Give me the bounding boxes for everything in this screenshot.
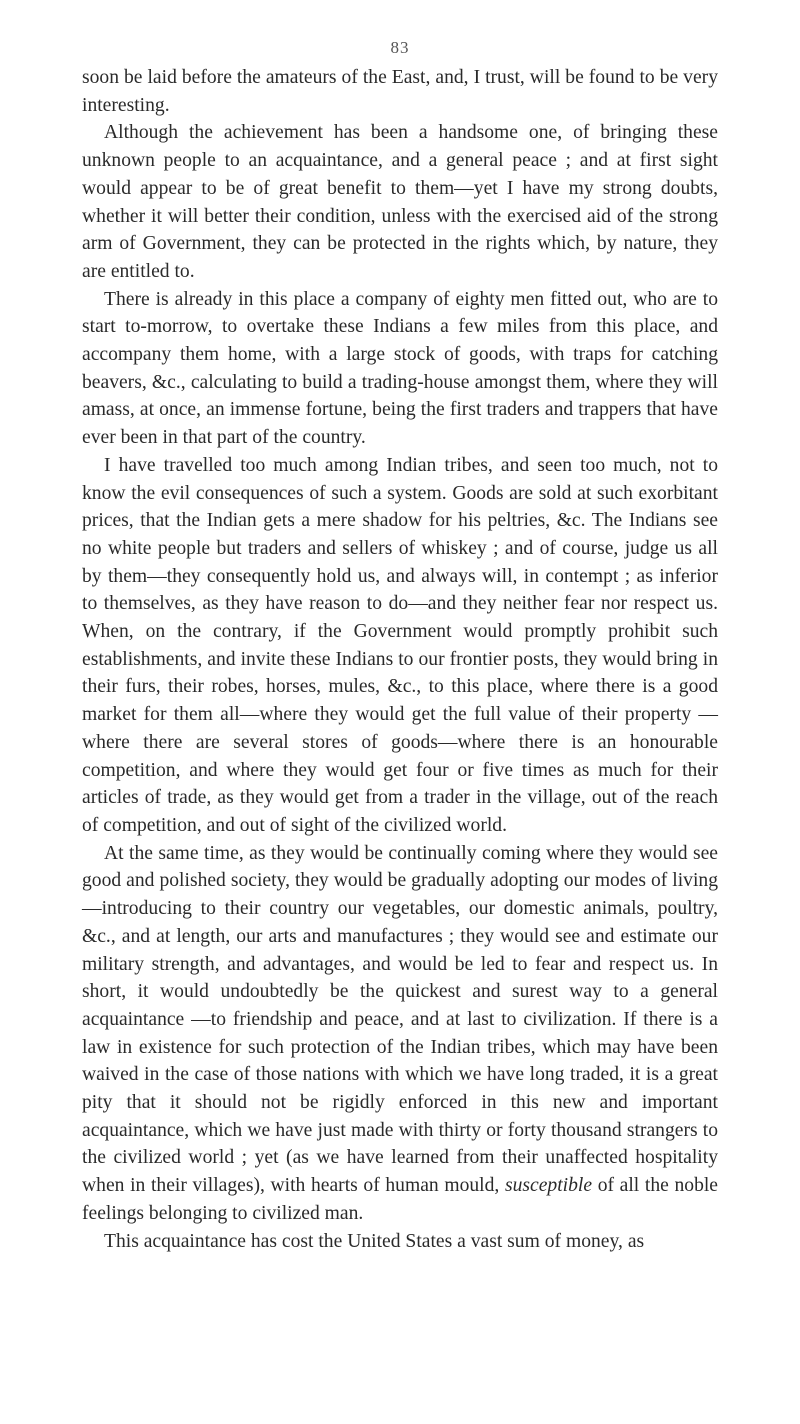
page-number: 83 bbox=[390, 38, 410, 57]
paragraph-3: There is already in this place a company of eighty men fitted out, who are to start to-morrow, to overtake these Indians a few miles from this place, and accompany them home, with a large stock of goods, with traps for catching beavers, &c., calculating to build a trading-house amongst them, where they will amass, at once, an immense fortune, being the first traders and trappers that have ever been in that part of the country. bbox=[82, 288, 718, 449]
paragraph-4: I have travelled too much among Indian tribes, and seen too much, not to know the evil consequences of such a system. Goods are sold at such exorbitant prices, that the Indian gets a mere shadow for his peltries, &c. The Indians see no white people but traders and sellers of whiskey ; and of course, judge us all by them—they consequently hold us, and always will, in contempt ; as inferior to themselves, as they have reason to do—and they neither fear nor respect us. When, on the contrary, if the Government would promptly prohibit such establishments, and invite these Indians to our frontier posts, they would bring in their furs, their robes, horses, mules, &c., to this place, where there is a good market for them all—where they would get the full value of their property —where there are several stores of goods—where there is an honourable competition, and where they would get four or five times as much for their articles of trade, as they would get from a trader in the village, out of the reach of competition, and out of sight of the civilized world. bbox=[82, 454, 718, 836]
paragraph-5-text-after: of all the noble feelings belonging to civilized man. bbox=[82, 1175, 719, 1224]
paragraph-6: This acquaintance has cost the United States a vast sum of money, as bbox=[104, 1230, 645, 1252]
paragraph-1: soon be laid before the amateurs of the East, and, I trust, will be found to be very interesting. bbox=[82, 67, 718, 116]
paragraph-5-text-before: At the same time, as they would be continually coming where they would see good and polished society, they would be gradually adopting our modes of living—introducing to their country our vegetables, our domestic animals, poultry, &c., and at length, our arts and manufactures ; they would see and estimate our military strength, and advantages, and would be led to fear and respect us. In short, it would undoubtedly be the quickest and surest way to a general acquaintance —to friendship and peace, and at last to civilization. If there is a law in existence for such protection of the Indian tribes, which may have been waived in the case of those nations with which we have long traded, it is a great pity that it should not be rigidly enforced in this new and important acquaintance, which we have just made with thirty or forty thousand strangers to the civilized world ; yet (as we have learned from their unaffected hospitality when in their villages), with hearts of human mould, bbox=[82, 842, 718, 1197]
paragraph-2: Although the achievement has been a handsome one, of bringing these unknown people to an acquaintance, and a general peace ; and at first sight would appear to be of great benefit to them—yet I have my strong doubts, whether it will better their condition, unless with the exercised aid of the strong arm of Government, they can be protected in the rights which, by nature, they are entitled to. bbox=[82, 122, 718, 282]
paragraph-5 bbox=[82, 840, 718, 1228]
body-text bbox=[82, 64, 718, 1255]
emphasis-susceptible: susceptible bbox=[504, 1175, 593, 1197]
